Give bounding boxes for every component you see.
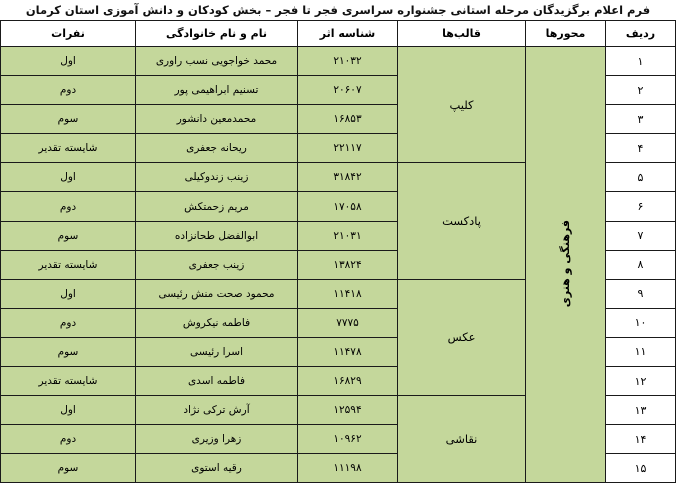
work-code-cell: ۲۱۰۳۱ bbox=[298, 221, 398, 250]
rank-cell: سوم bbox=[1, 221, 136, 250]
row-index-cell: ۱ bbox=[606, 47, 676, 76]
axis-cell bbox=[526, 47, 606, 483]
row-index-cell: ۱۱ bbox=[606, 337, 676, 366]
header-form: قالب‌ها bbox=[398, 21, 526, 47]
work-code-cell: ۷۷۷۵ bbox=[298, 308, 398, 337]
rank-cell: دوم bbox=[1, 308, 136, 337]
form-cell bbox=[398, 47, 526, 163]
participant-name-cell: مریم زحمتکش bbox=[136, 192, 298, 221]
participant-name-cell: محمود صحت منش رئیسی bbox=[136, 279, 298, 308]
rank-cell: دوم bbox=[1, 425, 136, 454]
work-code-cell: ۱۶۸۲۹ bbox=[298, 367, 398, 396]
row-index-cell: ۸ bbox=[606, 250, 676, 279]
rank-cell: اول bbox=[1, 279, 136, 308]
work-code-cell: ۱۲۵۹۴ bbox=[298, 396, 398, 425]
rank-cell: شایسته تقدیر bbox=[1, 134, 136, 163]
row-index-cell: ۱۳ bbox=[606, 396, 676, 425]
rank-cell: دوم bbox=[1, 192, 136, 221]
row-index-cell: ۷ bbox=[606, 221, 676, 250]
work-code-cell: ۳۱۸۴۲ bbox=[298, 163, 398, 192]
participant-name-cell: فاطمه نیکروش bbox=[136, 308, 298, 337]
header-axis: محورها bbox=[526, 21, 606, 47]
participant-name-cell: رقیه استوی bbox=[136, 454, 298, 483]
participant-name-cell: ابوالفضل طحانزاده bbox=[136, 221, 298, 250]
row-index-cell: ۳ bbox=[606, 105, 676, 134]
participant-name-cell: زینب جعفری bbox=[136, 250, 298, 279]
work-code-cell: ۲۱۰۳۲ bbox=[298, 47, 398, 76]
work-code-cell: ۲۰۶۰۷ bbox=[298, 76, 398, 105]
row-index-cell: ۴ bbox=[606, 134, 676, 163]
form-label: عکس bbox=[447, 330, 476, 345]
header-rank: نفرات bbox=[1, 21, 136, 47]
form-label: کلیپ bbox=[449, 97, 474, 112]
participant-name-cell: محمد خواجویی نسب راوری bbox=[136, 47, 298, 76]
header-code: شناسه اثر bbox=[298, 21, 398, 47]
header-index: ردیف bbox=[606, 21, 676, 47]
axis-label: فرهنگی و هنری bbox=[559, 219, 572, 307]
participant-name-cell: اسرا رئیسی bbox=[136, 337, 298, 366]
rank-cell: شایسته تقدیر bbox=[1, 367, 136, 396]
row-index-cell: ۱۵ bbox=[606, 454, 676, 483]
rank-cell: سوم bbox=[1, 105, 136, 134]
rank-cell: اول bbox=[1, 47, 136, 76]
rank-cell: سوم bbox=[1, 454, 136, 483]
form-cell bbox=[398, 396, 526, 483]
row-index-cell: ۵ bbox=[606, 163, 676, 192]
participant-name-cell: تسنیم ابراهیمی پور bbox=[136, 76, 298, 105]
work-code-cell: ۲۲۱۱۷ bbox=[298, 134, 398, 163]
work-code-cell: ۱۷۰۵۸ bbox=[298, 192, 398, 221]
work-code-cell: ۱۰۹۶۲ bbox=[298, 425, 398, 454]
row-index-cell: ۱۰ bbox=[606, 308, 676, 337]
work-code-cell: ۱۱۱۹۸ bbox=[298, 454, 398, 483]
form-cell bbox=[398, 163, 526, 279]
participant-name-cell: زینب زندوکیلی bbox=[136, 163, 298, 192]
rank-cell: سوم bbox=[1, 337, 136, 366]
row-index-cell: ۹ bbox=[606, 279, 676, 308]
row-index-cell: ۱۲ bbox=[606, 367, 676, 396]
rank-cell: اول bbox=[1, 396, 136, 425]
work-code-cell: ۱۳۸۲۴ bbox=[298, 250, 398, 279]
form-label: نقاشی bbox=[445, 432, 478, 447]
work-code-cell: ۱۱۴۷۸ bbox=[298, 337, 398, 366]
winners-table bbox=[0, 20, 676, 483]
row-index-cell: ۶ bbox=[606, 192, 676, 221]
form-cell bbox=[398, 279, 526, 395]
table-body bbox=[1, 47, 676, 483]
participant-name-cell: فاطمه اسدی bbox=[136, 367, 298, 396]
form-label: پادکست bbox=[442, 214, 481, 229]
participant-name-cell: ریحانه جعفری bbox=[136, 134, 298, 163]
rank-cell: اول bbox=[1, 163, 136, 192]
row-index-cell: ۱۴ bbox=[606, 425, 676, 454]
rank-cell: دوم bbox=[1, 76, 136, 105]
header-name: نام و نام خانوادگی bbox=[136, 21, 298, 47]
document-title: فرم اعلام برگزیدگان مرحله استانی جشنواره سراسری فجر تا فجر – بخش کودکان و دانش آموزی استان کرمان bbox=[25, 3, 651, 17]
work-code-cell: ۱۱۴۱۸ bbox=[298, 279, 398, 308]
participant-name-cell: آرش ترکی نژاد bbox=[136, 396, 298, 425]
work-code-cell: ۱۶۸۵۳ bbox=[298, 105, 398, 134]
row-index-cell: ۲ bbox=[606, 76, 676, 105]
participant-name-cell: محمدمعین دانشور bbox=[136, 105, 298, 134]
table-row bbox=[1, 47, 676, 76]
participant-name-cell: زهرا وزیری bbox=[136, 425, 298, 454]
rank-cell: شایسته تقدیر bbox=[1, 250, 136, 279]
header-row bbox=[1, 21, 676, 47]
